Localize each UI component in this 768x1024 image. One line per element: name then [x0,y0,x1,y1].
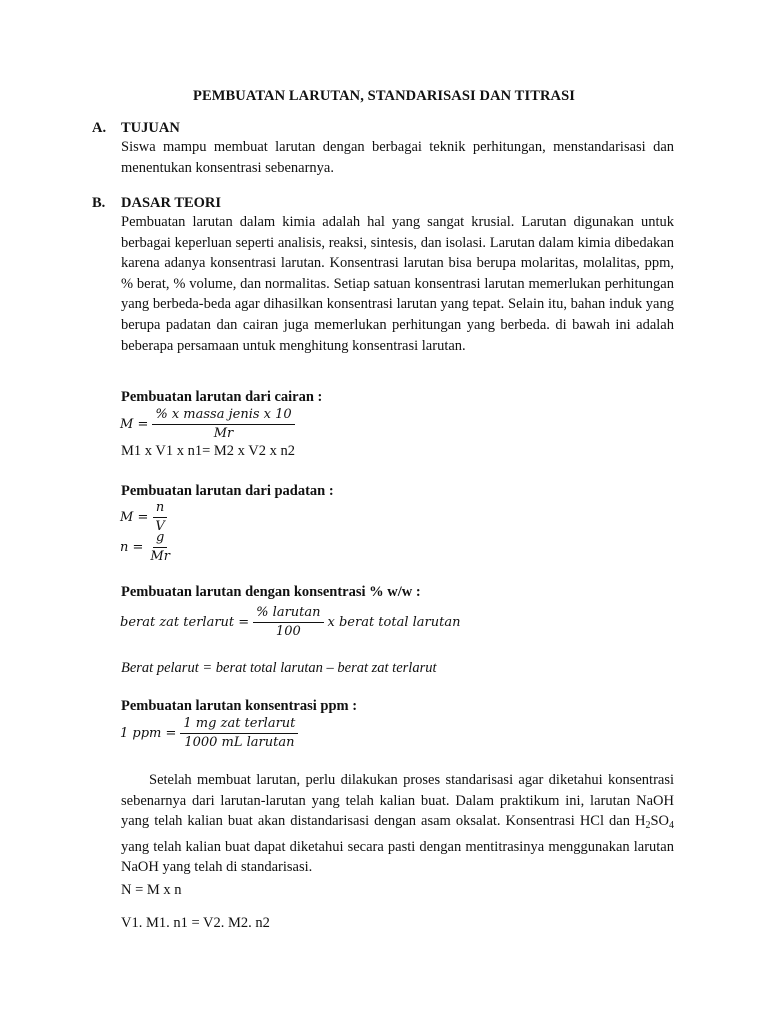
standarisasi-text [121,770,674,878]
page-title: PEMBUATAN LARUTAN, STANDARISASI DAN TITRASI [192,88,576,104]
padatan-eq2-fraction [147,530,173,564]
standarisasi-part3: yang telah kalian buat dapat diketahui secara pasti dengan mentitrasinya menggunakan larutan NaOH yang telah di standarisasi. [121,838,674,876]
cairan-lhs: M = [120,416,149,432]
padatan-eq1-lhs: M = [120,509,149,525]
ww-lhs: berat zat terlarut = [120,614,250,630]
cairan-denominator: Mr [213,426,234,441]
ww-heading: Pembuatan larutan dengan konsentrasi % w/w : [121,584,421,600]
section-b-letter: B. [92,195,106,211]
padatan-eq2-denominator: Mr [150,549,170,564]
titration-formula: V1. M1. n1 = V2. M2. n2 [121,915,270,931]
ww-numerator: % larutan [253,605,323,623]
cairan-numerator: % x massa jenis x 10 [152,407,294,425]
cairan-dilution-formula: M1 x V1 x n1= M2 x V2 x n2 [121,443,296,459]
ppm-numerator: 1 mg zat terlarut [180,716,298,734]
section-a-heading [92,120,180,137]
ppm-heading: Pembuatan larutan konsentrasi ppm : [121,698,358,714]
padatan-eq2-lhs: n = [120,539,144,555]
cairan-heading: Pembuatan larutan dari cairan : [121,389,323,405]
section-a-title: TUJUAN [121,120,180,136]
padatan-eq1-denominator: V [155,519,165,534]
standarisasi-part1: Setelah membuat larutan, perlu dilakukan proses standarisasi agar diketahui konsentrasi sebenarnya dari larutan-larutan yang telah kalian buat. Dalam praktikum ini, larutan NaOH yang telah kalian buat akan distandarisasi dengan asam oksalat. Konsentrasi HCl dan H [121,772,674,830]
ppm-denominator: 1000 mL larutan [184,735,295,750]
cairan-equation [120,407,299,441]
ww-rhs: x berat total larutan [327,614,461,630]
section-b-heading [92,195,221,212]
section-a-text: Siswa mampu membuat larutan dengan berbagai teknik perhitungan, menstandarisasi dan menentukan konsentrasi sebenarnya. [121,139,674,176]
padatan-eq1-fraction [152,500,167,534]
section-b-text: Pembuatan larutan dalam kimia adalah hal yang sangat krusial. Larutan digunakan untuk berbagai keperluan seperti analisis, reaksi, sintesis, dan isolasi. Larutan dalam kimia dibedakan karena adanya konsentrasi larutan. Konsentrasi larutan bisa berupa molaritas, molalitas, ppm, % berat, % volume, dan normalitas. Setiap satuan konsentrasi larutan memerlukan perhitungan yang berbeda-beda agar dihasilkan konsentrasi larutan yang tepat. Selain itu, bahan induk yang berupa padatan dan cairan juga memerlukan perhitungan yang berbeda. di bawah ini adalah beberapa persamaan untuk menghitung konsentrasi larutan. [121,214,674,354]
ww-solvent-formula: Berat pelarut = berat total larutan – berat zat terlarut [121,660,437,676]
ww-fraction [253,605,323,639]
padatan-eq2-numerator: g [153,530,167,548]
ppm-fraction [180,716,298,750]
padatan-eq1-numerator: n [153,500,167,518]
ppm-lhs: 1 ppm = [120,725,177,741]
cairan-fraction [152,407,294,441]
h2so4-subscript-2: 2 [645,820,651,832]
padatan-equation-2 [120,530,177,564]
section-b-title: DASAR TEORI [121,195,222,211]
ww-denominator: 100 [275,624,301,639]
padatan-equation-1 [120,500,172,534]
section-a-letter: A. [92,120,107,136]
padatan-heading: Pembuatan larutan dari padatan : [121,483,334,499]
h2so4-subscript-4: 4 [669,820,674,832]
ppm-equation [120,716,302,750]
normality-formula: N = M x n [121,882,182,898]
standarisasi-part2: SO [650,813,669,830]
ww-equation [120,605,460,639]
